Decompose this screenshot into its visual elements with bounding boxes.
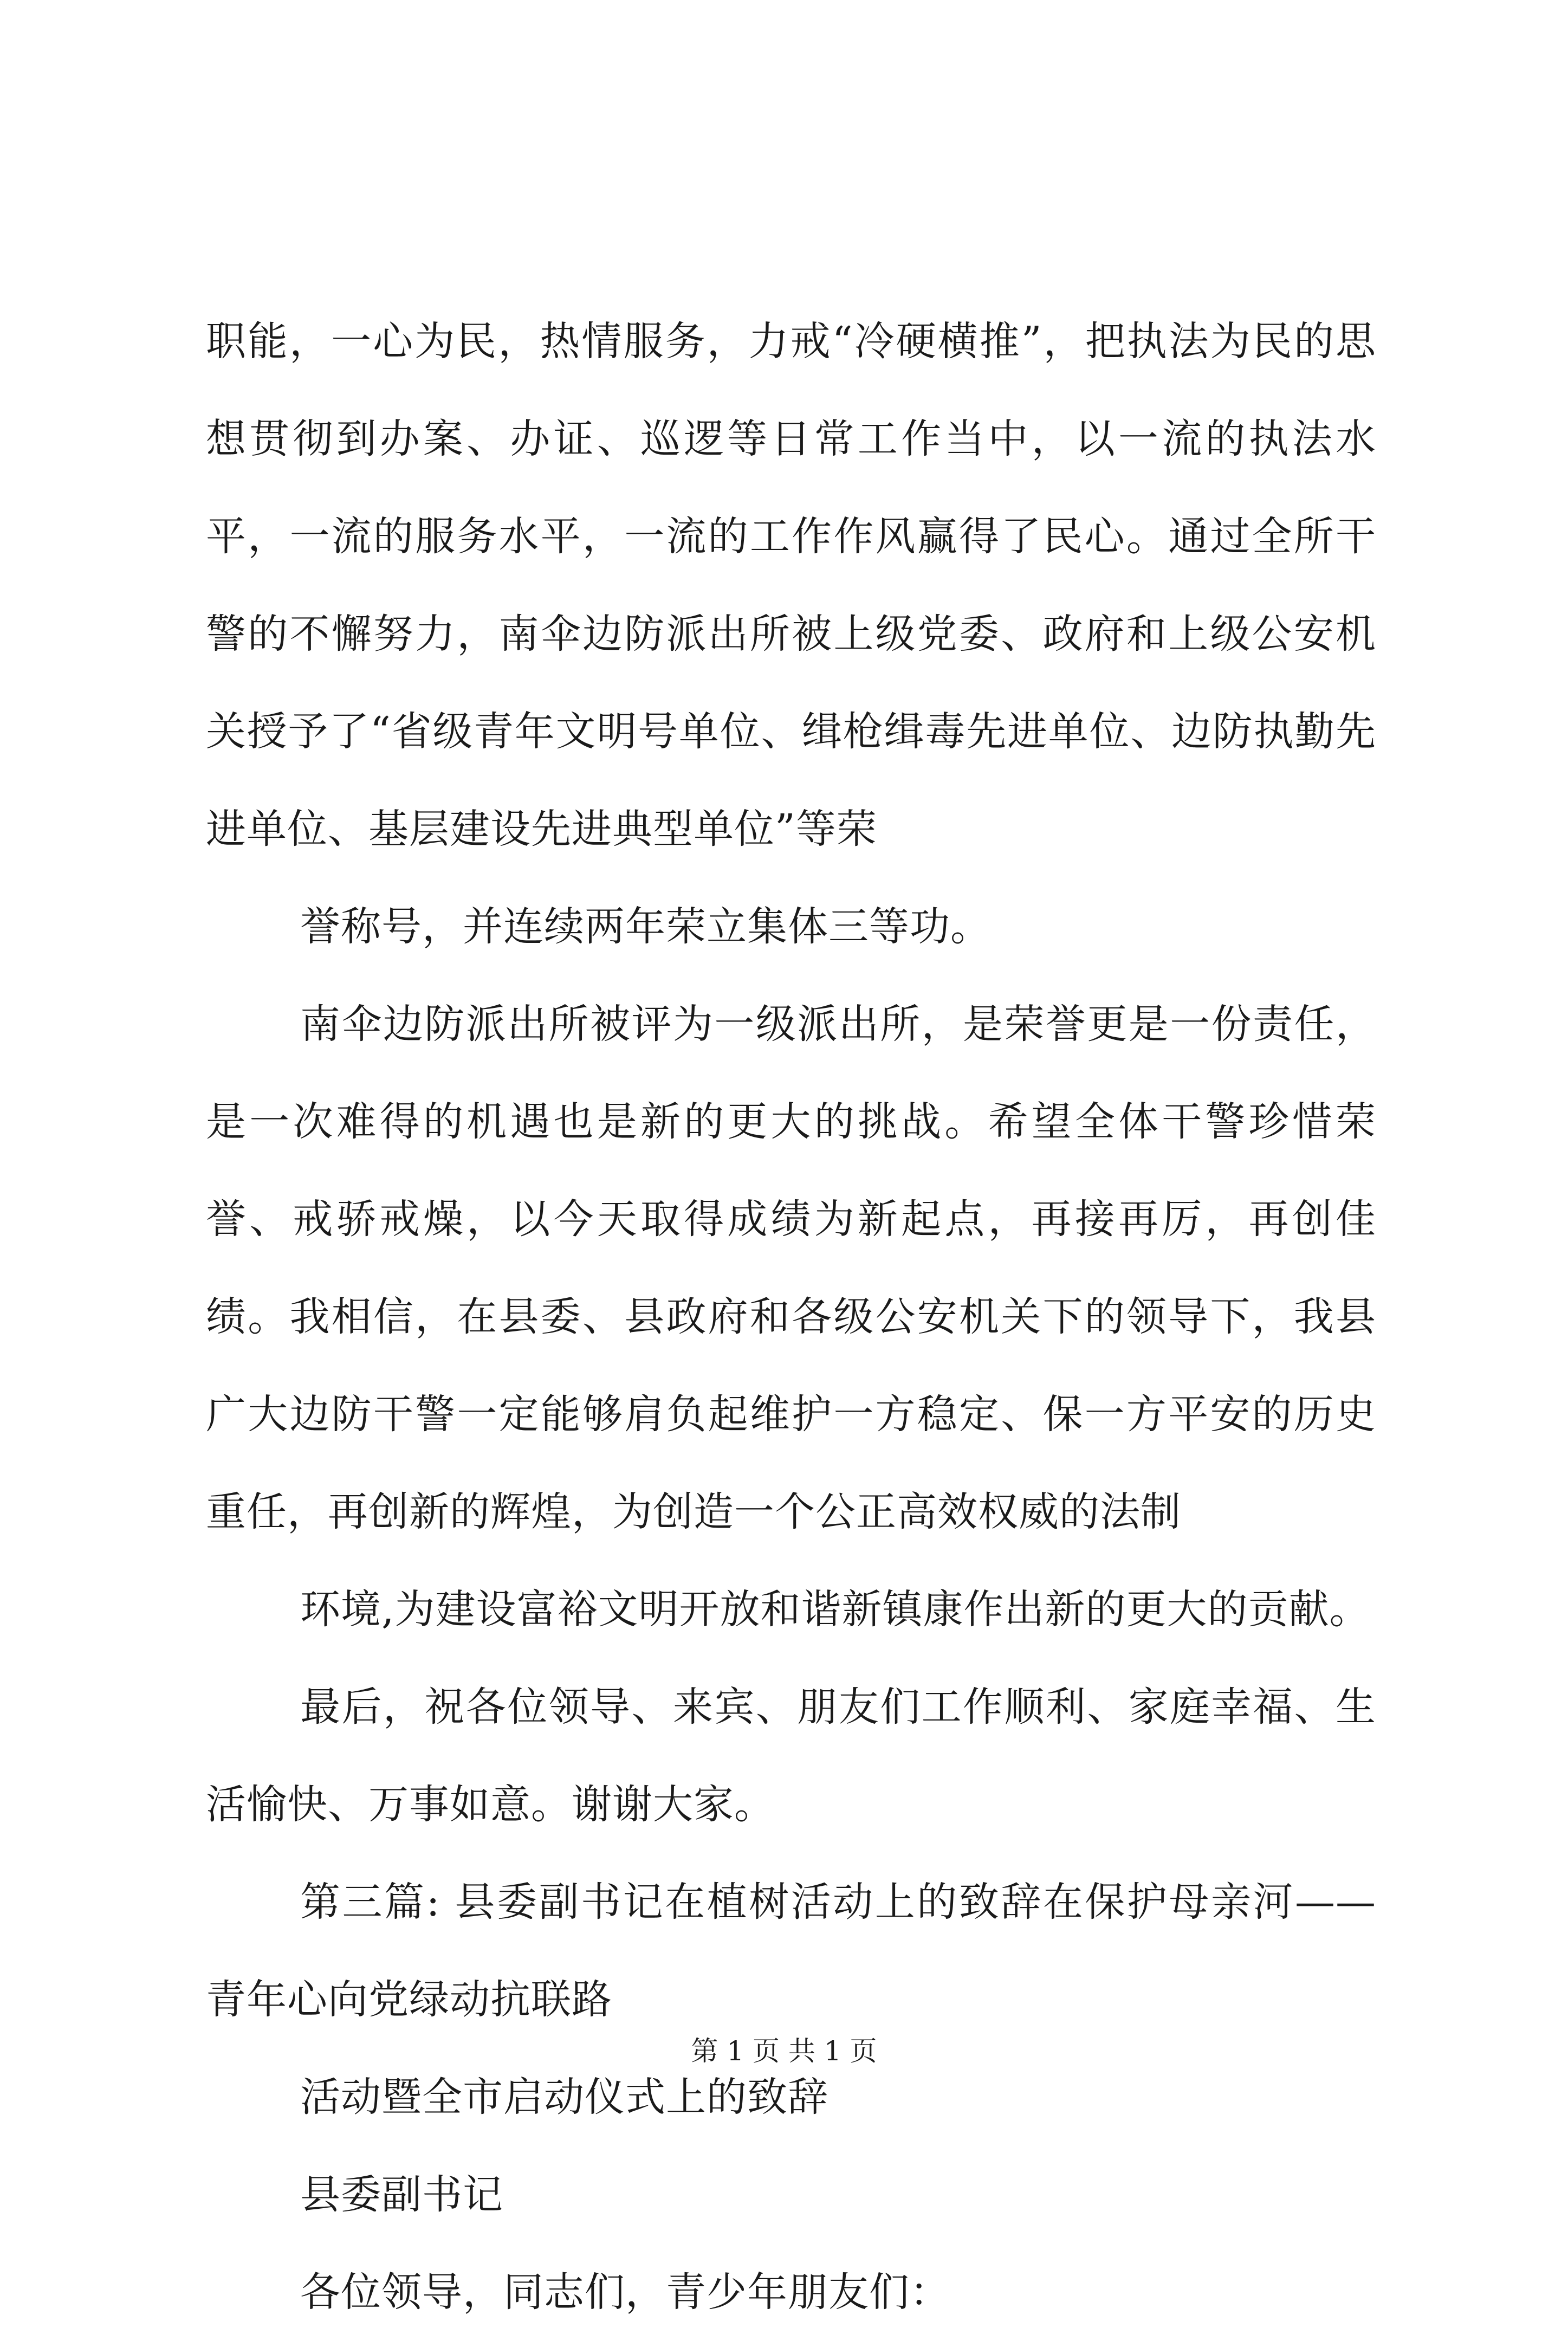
paragraph-ceremony-title: 活动暨全市启动仪式上的致辞 [300, 2074, 828, 2120]
paragraph-first-class-station: 南伞边防派出所被评为一级派出所，是荣誉更是一份责任，是一次难得的机遇也是新的更大的挑战。希望全体干警珍惜荣誉、戒骄戒燥，以今天取得成绩为新起点，再接再厉，再创佳绩。我相信，在县委、县政府和各级公安机关下的领导下，我县广大边防干警一定能够肩负起维护一方稳定、保一方平安的历史重任，再创新的辉煌，为创造一个公正高效权威的法制 [206, 1001, 1376, 1535]
paragraph-part-three-heading: 第三篇: 县委副书记在植树活动上的致辞在保护母亲河——青年心向党绿动抗联路 [206, 1879, 1376, 2023]
paragraph-continuation: 职能，一心为民，热情服务，力戒“冷硬横推”，把执法为民的思想贯彻到办案、办证、巡逻等日常工作当中，以一流的执法水平，一流的服务水平，一流的工作作风赢得了民心。通过全所干警的不懈努力，南伞边防派出所被上级党委、政府和上级公安机关授予了“省级青年文明号单位、缉枪缉毒先进单位、边防执勤先进单位、基层建设先进典型单位”等荣 [206, 318, 1376, 852]
paragraph-speaker: 县委副书记 [300, 2171, 503, 2218]
page-number-footer: 第 1 页 共 1 页 [691, 2035, 877, 2067]
paragraph-closing-wishes: 最后，祝各位领导、来宾、朋友们工作顺利、家庭幸福、生活愉快、万事如意。谢谢大家。 [206, 1684, 1376, 1828]
paragraph-honor-title: 誉称号，并连续两年荣立集体三等功。 [300, 903, 991, 950]
paragraph-salutation: 各位领导，同志们，青少年朋友们： [300, 2269, 950, 2316]
paragraph-environment: 环境,为建设富裕文明开放和谐新镇康作出新的更大的贡献。 [300, 1586, 1370, 1633]
